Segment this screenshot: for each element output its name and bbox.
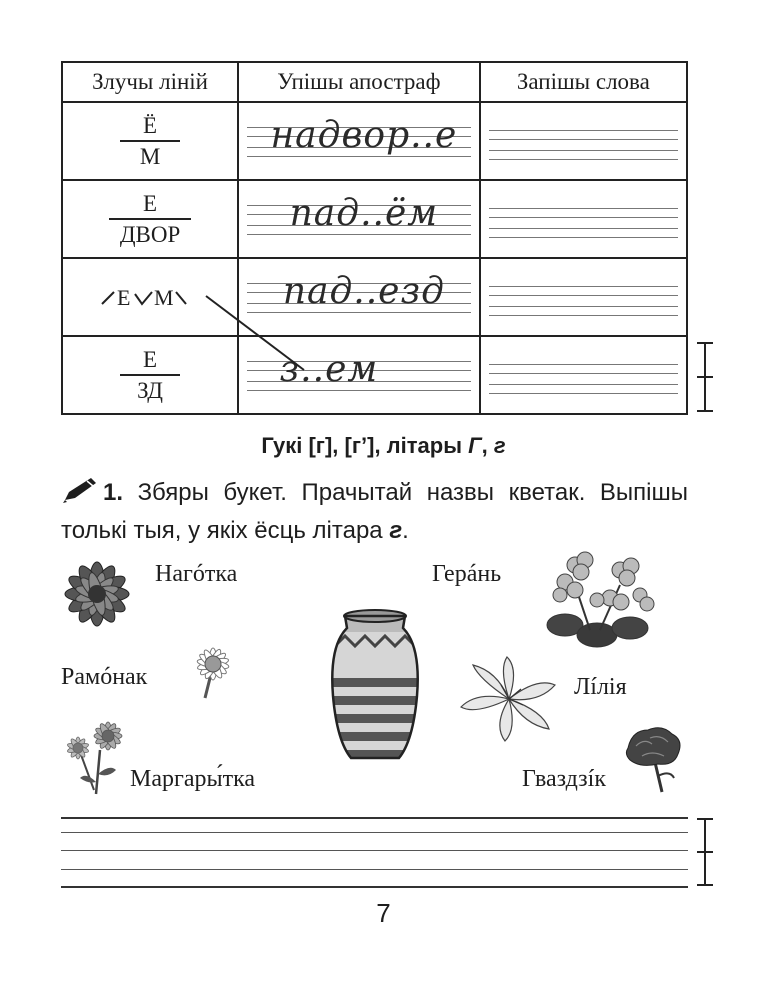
svg-text:Е: Е [117,285,131,310]
section-heading [0,433,767,459]
write-cell[interactable] [480,336,687,414]
row-bracket-icon [697,342,713,412]
writing-line[interactable] [61,850,688,851]
carnation-flower-icon [618,722,690,794]
scheme-cell [62,180,238,258]
line-bracket-icon [697,818,713,886]
scheme-bottom: ЗД [137,377,163,403]
cursive-word: надвор..е [270,115,458,156]
daisy-flower-icon [60,712,138,796]
heading-comma: , [481,433,494,458]
marigold-flower-icon [46,553,148,635]
scheme-bottom: М [139,143,161,169]
table-row [62,258,687,336]
scheme-top: Е [143,190,158,216]
apostrophe-cell[interactable] [238,180,480,258]
writing-line[interactable] [61,886,688,888]
flower-name-ramonak: Рамóнак [61,664,148,690]
flower-name-gvazdzik: Гваздзíк [522,766,606,792]
scheme-top: Е [143,346,158,372]
flower-name-geran: Герáнь [432,561,502,587]
scheme-top: Ё [143,112,158,138]
table-row [62,336,687,414]
task-text: Збяры букет. Прачытай назвы кветак. Выпішы толькі тыя, у якіх ёсць літара [61,479,688,544]
write-cell[interactable] [480,258,687,336]
header-apostrophe: Упішы апостраф [238,62,480,102]
write-cell[interactable] [480,102,687,180]
flower-name-liliya: Лíлія [574,674,627,700]
header-write: Запішы слова [480,62,687,102]
task-1 [61,474,688,550]
table-row [62,180,687,258]
page-number: 7 [376,898,391,928]
connecting-line [200,290,310,380]
writing-line[interactable] [61,832,688,833]
vase-icon [325,606,425,764]
heading-letter-upper: Г [468,433,482,458]
svg-text:М: М [154,285,174,310]
task-number: 1. [103,479,124,506]
table-header-row [62,62,687,102]
lily-flower-icon [455,655,563,743]
task-end: . [402,517,409,544]
heading-letter-lower: г [493,433,506,458]
table-row [62,102,687,180]
cursive-word: з..ем [279,349,379,390]
writing-line[interactable] [61,817,688,819]
apostrophe-cell[interactable] [238,102,480,180]
pen-icon [61,476,99,504]
geranium-flower-icon [535,540,660,652]
writing-line[interactable] [61,869,688,870]
task-letter: г [389,517,403,544]
scheme-cell [62,102,238,180]
header-connect: Злучы ліній [62,62,238,102]
chamomile-flower-icon [175,640,251,700]
exercise-table [61,61,688,415]
cursive-word: пад..ём [289,193,439,234]
flower-name-nagotka: Нагóтка [155,561,238,587]
flower-name-margarytka: Маргары́тка [130,766,256,792]
cursive-word: пад..езд [282,271,445,312]
scheme-bottom: ДВОР [119,221,181,247]
write-cell[interactable] [480,180,687,258]
heading-text: Гукі [г], [г’], літары [261,433,469,458]
